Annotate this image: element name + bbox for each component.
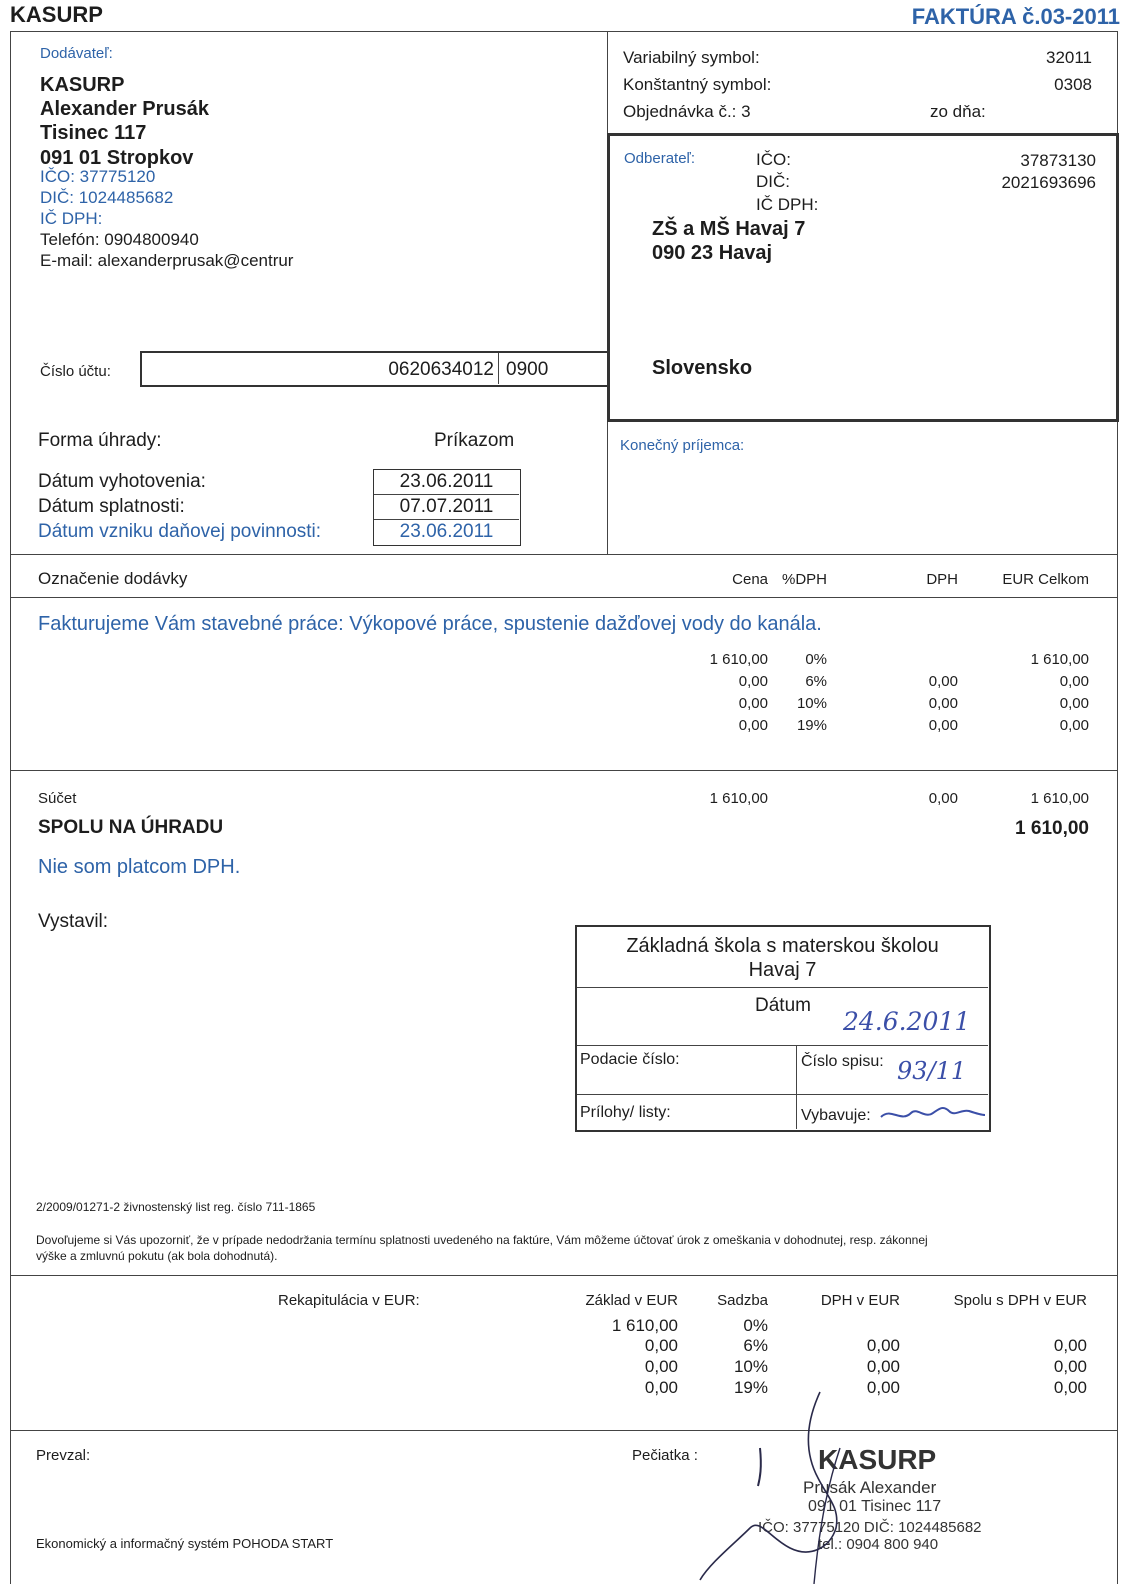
customer-country: Slovensko (652, 357, 753, 379)
customer-ico-value: 37873130 (1020, 151, 1096, 170)
company-title: KASURP (10, 2, 103, 27)
payment-method-value: Príkazom (434, 430, 515, 451)
account-separator (498, 353, 499, 384)
stamp-filing-label: Podacie číslo: (580, 1051, 680, 1068)
row-vat: 0,00 (928, 673, 958, 690)
row-rate: 10% (796, 695, 827, 712)
customer-label: Odberateľ: (624, 150, 696, 167)
stamp-file-label: Číslo spisu: (801, 1053, 884, 1070)
row-rate: 19% (796, 717, 827, 734)
frame-top (10, 31, 1118, 32)
row-total: 0,00 (1059, 695, 1089, 712)
customer-dic-label: DIČ: (756, 172, 790, 191)
invoice-title: FAKTÚRA č.03-2011 (911, 4, 1120, 29)
row-price: 0,00 (738, 717, 768, 734)
customer-city: 090 23 Havaj (652, 242, 773, 264)
order-label: Objednávka č.: 3 (623, 102, 751, 121)
supplier-dic: DIČ: 1024485682 (40, 188, 174, 207)
stamp-divider (796, 1045, 797, 1129)
total-due-value: 1 610,00 (1015, 818, 1089, 839)
supplier-ic-dph: IČ DPH: (40, 209, 103, 228)
recap-total: 0,00 (1053, 1357, 1087, 1376)
registry-stamp (575, 925, 991, 1132)
row-vat: 0,00 (928, 717, 958, 734)
company-stamp-address: 091 01 Tisinec 117 (808, 1498, 942, 1515)
stamp-handles-label: Vybavuje: (801, 1107, 871, 1124)
supplier-label: Dodávateľ: (40, 45, 113, 62)
stamp-file-value: 93/11 (897, 1057, 967, 1085)
row-price: 0,00 (738, 673, 768, 690)
final-recipient-label: Konečný príjemca: (620, 437, 745, 454)
supplier-phone: Telefón: 0904800940 (40, 230, 199, 249)
recap-rate: 6% (743, 1336, 768, 1355)
row-rate: 6% (805, 673, 827, 690)
stamp-date-label: Dátum (755, 995, 811, 1016)
account-number: 0620634012 (388, 359, 494, 380)
order-date-label: zo dňa: (930, 102, 986, 121)
row-total: 1 610,00 (1030, 651, 1089, 668)
company-stamp-person: Prusák Alexander (803, 1478, 937, 1497)
tax-date-value: 23.06.2011 (399, 521, 494, 542)
due-date-label: Dátum splatnosti: (38, 496, 185, 517)
items-header-total: EUR Celkom (1002, 571, 1089, 588)
recap-col-total: Spolu s DPH v EUR (953, 1292, 1087, 1309)
supplier-city: 091 01 Stropkov (40, 147, 194, 169)
items-header-designation: Označenie dodávky (38, 569, 188, 588)
recap-base: 0,00 (644, 1357, 678, 1376)
received-by-label: Prevzal: (36, 1447, 91, 1464)
recap-total: 0,00 (1053, 1336, 1087, 1355)
dates-box (373, 469, 521, 546)
row-price: 1 610,00 (709, 651, 768, 668)
supplier-email: E-mail: alexanderprusak@centrur (40, 251, 294, 270)
supplier-ico: IČO: 37775120 (40, 167, 156, 186)
variable-symbol-value: 32011 (1045, 48, 1092, 67)
issue-date-label: Dátum vyhotovenia: (38, 471, 206, 492)
items-header-vat: DPH (926, 571, 958, 588)
recap-rate: 19% (733, 1378, 768, 1397)
stamp-line-1 (577, 987, 988, 988)
row-total: 0,00 (1059, 673, 1089, 690)
recap-col-base: Základ v EUR (585, 1292, 678, 1309)
sum-price: 1 610,00 (709, 790, 768, 807)
handwritten-initials-icon (877, 1099, 987, 1127)
recap-rate: 10% (733, 1357, 768, 1376)
stamp-line-3 (577, 1094, 988, 1095)
total-due-label: SPOLU NA ÚHRADU (38, 817, 224, 838)
variable-symbol-label: Variabilný symbol: (623, 48, 760, 67)
payment-method-label: Forma úhrady: (38, 430, 162, 451)
divider-sum (10, 770, 1118, 771)
item-description: Fakturujeme Vám stavebné práce: Výkopové práce, spustenie dažďovej vody do kanála. (38, 613, 822, 635)
supplier-name: KASURP (40, 74, 125, 96)
customer-ico-label: IČO: (756, 150, 791, 169)
license-note: 2/2009/01271-2 živnostenský list reg. číslo 711-1865 (36, 1200, 316, 1214)
account-label: Číslo účtu: (40, 363, 111, 380)
divider-items-header (10, 597, 1118, 598)
supplier-street: Tisinec 117 (40, 122, 147, 144)
account-bank-code: 0900 (506, 359, 549, 380)
supplier-person: Alexander Prusák (40, 98, 209, 120)
recap-vat: 0,00 (866, 1357, 900, 1376)
company-stamp-ids: IČO: 37775120 DIČ: 1024485682 (758, 1519, 982, 1536)
sum-vat: 0,00 (928, 790, 958, 807)
constant-symbol-label: Konštantný symbol: (623, 75, 772, 94)
customer-name: ZŠ a MŠ Havaj 7 (652, 218, 806, 240)
account-box (140, 351, 610, 387)
constant-symbol-value: 0308 (1054, 75, 1092, 94)
tax-date-label: Dátum vzniku daňovej povinnosti: (38, 521, 322, 542)
dates-row-line-2 (374, 519, 519, 520)
frame-left (10, 31, 11, 1584)
signature-icon (690, 1388, 880, 1584)
customer-dic-value: 2021693696 (1001, 173, 1096, 192)
recap-vat: 0,00 (866, 1378, 900, 1397)
stamp-date-value: 24.6.2011 (843, 1007, 971, 1036)
row-rate: 0% (805, 651, 827, 668)
notice-line-2: výške a zmluvnú pokutu (ak bola dohodnutá). (36, 1249, 278, 1263)
software-note: Ekonomický a informačný systém POHODA START (36, 1536, 334, 1551)
stamp-label: Pečiatka : (632, 1447, 698, 1464)
dates-row-line-1 (374, 494, 519, 495)
items-header-price: Cena (732, 571, 768, 588)
issued-by-label: Vystavil: (38, 911, 109, 932)
divider-bottom (10, 1430, 1118, 1431)
recap-col-rate: Sadzba (717, 1292, 768, 1309)
row-vat: 0,00 (928, 695, 958, 712)
vat-note: Nie som platcom DPH. (38, 856, 241, 878)
recap-base: 1 610,00 (611, 1316, 678, 1335)
row-total: 0,00 (1059, 717, 1089, 734)
company-stamp-phone: tel.: 0904 800 940 (818, 1536, 939, 1553)
stamp-school-name: Základná škola s materskou školou (626, 935, 939, 957)
recap-col-vat: DPH v EUR (820, 1292, 900, 1309)
stamp-attachments-label: Prílohy/ listy: (580, 1104, 671, 1121)
customer-ic-dph-label: IČ DPH: (756, 195, 819, 214)
sum-total: 1 610,00 (1030, 790, 1089, 807)
items-header-vat-pct: %DPH (781, 571, 827, 588)
recap-base: 0,00 (644, 1336, 678, 1355)
recap-total: 0,00 (1053, 1378, 1087, 1397)
stamp-school-address: Havaj 7 (748, 959, 817, 981)
recap-rate: 0% (743, 1316, 768, 1335)
notice-line-1: Dovoľujeme si Vás upozorniť, že v prípade nedodržania termínu splatnosti uvedeného na faktúre, Vám môžeme účtovať úrok z omeškania v dohodnutej, resp. zákonnej (36, 1233, 928, 1247)
recap-label: Rekapitulácia v EUR: (278, 1292, 420, 1309)
divider-recap (10, 1275, 1118, 1276)
recap-vat: 0,00 (866, 1336, 900, 1355)
sum-label: Súčet (38, 790, 77, 807)
company-stamp-name: KASURP (818, 1444, 937, 1475)
due-date-value: 07.07.2011 (399, 496, 494, 517)
stamp-line-2 (577, 1045, 988, 1046)
divider-items-top (10, 554, 1118, 555)
recap-base: 0,00 (644, 1378, 678, 1397)
customer-box (607, 133, 1119, 422)
row-price: 0,00 (738, 695, 768, 712)
issue-date-value: 23.06.2011 (399, 471, 494, 492)
